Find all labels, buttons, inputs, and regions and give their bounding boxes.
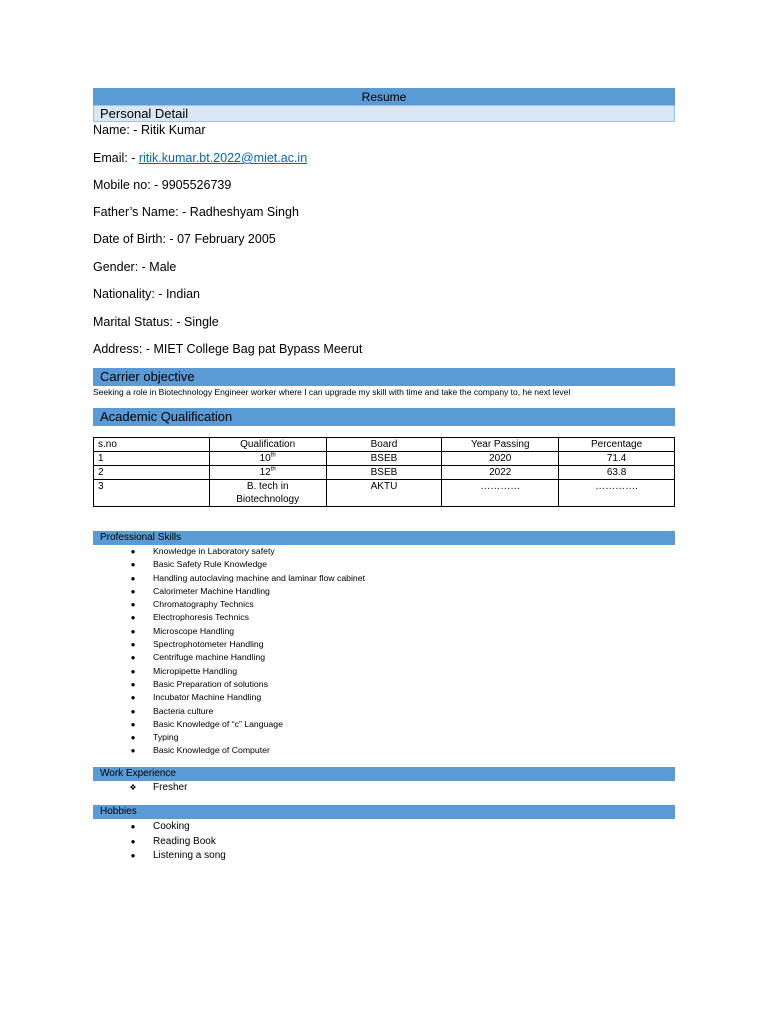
list-item: ● Cooking	[128, 820, 226, 835]
list-item: ● Centrifuge machine Handling	[128, 651, 365, 664]
name-field: Name: - Ritik Kumar	[93, 123, 206, 137]
header-percentage: Percentage	[559, 438, 675, 452]
list-item: ● Electrophoresis Technics	[128, 611, 365, 624]
objective-text: Seeking a role in Biotechnology Engineer worker where I can upgrade my skill with time and take the company to, he next level	[93, 387, 571, 397]
table-row: 3 B. tech in Biotechnology AKTU ………… ………….	[94, 480, 675, 507]
list-item: ● Bacteria culture	[128, 705, 365, 718]
header-year: Year Passing	[442, 438, 559, 452]
bullet-icon: ●	[130, 560, 136, 570]
list-item: ❖ Fresher	[128, 781, 187, 796]
gender-value: Male	[149, 260, 177, 274]
list-item: ● Basic Knowledge of “c” Language	[128, 718, 365, 731]
list-item: ● Basic Safety Rule Knowledge	[128, 558, 365, 571]
header-qualification: Qualification	[209, 438, 326, 452]
name-value: Ritik Kumar	[140, 123, 206, 137]
bullet-icon: ●	[130, 719, 136, 729]
bullet-icon: ●	[130, 666, 136, 676]
bullet-icon: ●	[130, 653, 136, 663]
experience-list	[128, 781, 187, 796]
address-field: Address: - MIET College Bag pat Bypass Meerut	[93, 342, 363, 356]
skills-list	[128, 545, 365, 758]
hobbies-list	[128, 820, 226, 864]
bullet-icon: ●	[130, 573, 136, 583]
address-value: MIET College Bag pat Bypass Meerut	[153, 342, 363, 356]
personal-detail-heading: Personal Detail	[93, 105, 675, 122]
table-row: 2 12th BSEB 2022 63.8	[94, 466, 675, 480]
list-item: ● Microscope Handling	[128, 625, 365, 638]
list-item: ● Calorimeter Machine Handling	[128, 585, 365, 598]
marital-status-field: Marital Status: - Single	[93, 315, 219, 329]
bullet-icon: ●	[130, 586, 136, 596]
hobbies-heading: Hobbies	[93, 805, 675, 819]
bullet-icon: ●	[130, 851, 136, 860]
objective-heading: Carrier objective	[93, 368, 675, 386]
bullet-icon: ●	[130, 746, 136, 756]
bullet-icon: ●	[130, 626, 136, 636]
list-item: ● Listening a song	[128, 849, 226, 864]
bullet-icon: ●	[130, 706, 136, 716]
bullet-icon: ●	[130, 600, 136, 610]
list-item: ● Chromatography Technics	[128, 598, 365, 611]
bullet-icon: ●	[130, 733, 136, 743]
nationality-field: Nationality: - Indian	[93, 287, 201, 301]
list-item: ● Basic Knowledge of Computer	[128, 744, 365, 757]
nationality-value: Indian	[165, 287, 201, 301]
list-item: ● Spectrophotometer Handling	[128, 638, 365, 651]
bullet-icon: ●	[130, 640, 136, 650]
dob-field: Date of Birth: - 07 February 2005	[93, 232, 276, 246]
bullet-icon: ●	[130, 613, 136, 623]
mobile-field: Mobile no: - 9905526739	[93, 178, 232, 192]
academic-heading: Academic Qualification	[93, 408, 675, 426]
marital-status-value: Single	[184, 315, 219, 329]
skills-heading: Professional Skills	[93, 531, 675, 545]
father-name-value: Radheshyam Singh	[189, 205, 299, 219]
bullet-icon: ●	[130, 693, 136, 703]
header-board: Board	[326, 438, 442, 452]
list-item: ● Basic Preparation of solutions	[128, 678, 365, 691]
dob-value: 07 February 2005	[177, 232, 276, 246]
bullet-icon: ●	[130, 836, 136, 846]
list-item: ● Reading Book	[128, 835, 226, 850]
mobile-value: 9905526739	[161, 178, 232, 192]
bullet-icon: ●	[130, 822, 136, 831]
father-name-field: Father’s Name: - Radheshyam Singh	[93, 205, 299, 219]
list-item: ● Typing	[128, 731, 365, 744]
academic-table	[93, 437, 675, 507]
table-header-row	[94, 438, 675, 452]
list-item: ● Incubator Machine Handling	[128, 691, 365, 704]
email-link[interactable]: ritik.kumar.bt.2022@miet.ac.in	[138, 151, 308, 165]
gender-field: Gender: - Male	[93, 260, 177, 274]
experience-heading: Work Experience	[93, 767, 675, 781]
bullet-icon: ●	[130, 679, 136, 689]
header-sno: s.no	[94, 438, 210, 452]
table-row: 1 10th BSEB 2020 71.4	[94, 452, 675, 466]
resume-title: Resume	[93, 88, 675, 105]
list-item: ● Handling autoclaving machine and laminar flow cabinet	[128, 572, 365, 585]
list-item: ● Knowledge in Laboratory safety	[128, 545, 365, 558]
bullet-icon: ●	[130, 547, 136, 556]
email-field: Email: - ritik.kumar.bt.2022@miet.ac.in	[93, 151, 308, 165]
bullet-icon: ❖	[129, 783, 137, 792]
list-item: ● Micropipette Handling	[128, 665, 365, 678]
